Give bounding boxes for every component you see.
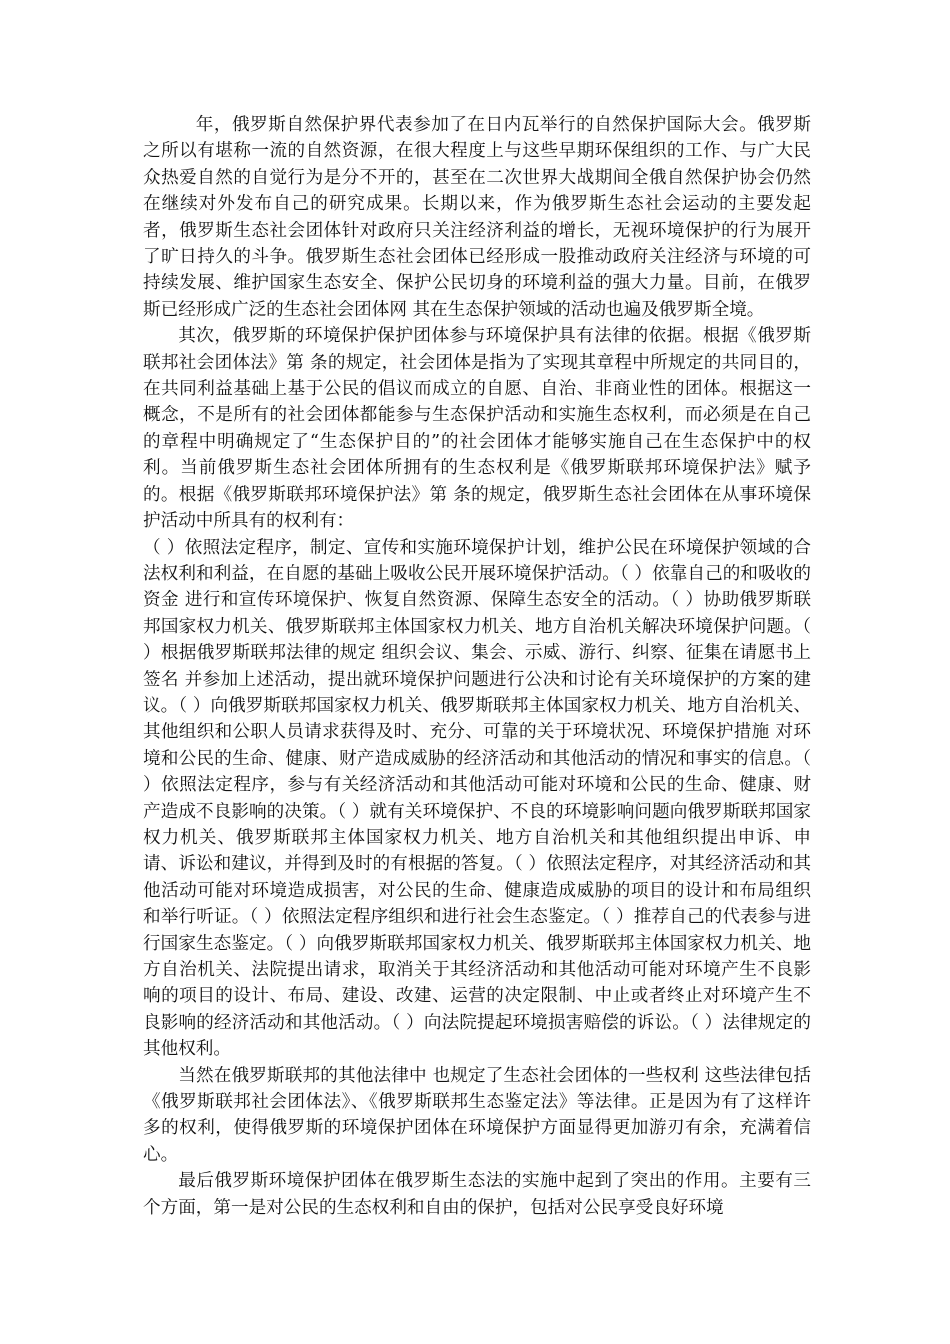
paragraph-role: 最后俄罗斯环境保护团体在俄罗斯生态法的实施中起到了突出的作用。主要有三个方面，第一是对公民的生态权利和自由的保护，包括对公民享受良好环境 [143, 1171, 811, 1218]
paragraph-other-laws: 当然在俄罗斯联邦的其他法律中 也规定了生态社会团体的一些权利 这些法律包括《俄罗斯联邦社会团体法》、《俄罗斯联邦生态鉴定法》等法律。正是因为有了这样许多的权利，使得俄罗斯的环境保护团体在环境保护方面显得更加游刃有余，充满着信心。 [143, 1065, 811, 1165]
paragraph-rights-list: （ ）依照法定程序，制定、宣传和实施环境保护计划，维护公民在环境保护领域的合法权利和利益，在自愿的基础上吸收公民开展环境保护活动。（ ）依靠自己的和吸收的资金 进行和宣传环境保护、恢复自然资源、保障生态安全的活动。（ ）协助俄罗斯联邦国家权力机关、俄罗斯联邦主体国家权力机关、地方自治机关解决环境保护问题。（ ）根据俄罗斯联邦法律的规定 组织会议、集会、示威、游行、纠察、征集在请愿书上签名 并参加上述活动，提出就环境保护问题进行公决和讨论有关环境保护的方案的建议。（ ）向俄罗斯联邦国家权力机关、俄罗斯联邦主体国家权力机关、地方自治机关、其他组织和公职人员请求获得及时、充分、可靠的关于环境状况、环境保护措施 对环境和公民的生命、健康、财产造成威胁的经济活动和其他活动的情况和事实的信息。（ ）依照法定程序，参与有关经济活动和其他活动可能对环境和公民的生命、健康、财产造成不良影响的决策。（ ）就有关环境保护、不良的环境影响问题向俄罗斯联邦国家权力机关、俄罗斯联邦主体国家权力机关、地方自治机关和其他组织提出申诉、申请、诉讼和建议，并得到及时的有根据的答复。（ ）依照法定程序，对其经济活动和其他活动可能对环境造成损害，对公民的生命、健康造成威胁的项目的设计和布局组织和举行听证。（ ）依照法定程序组织和进行社会生态鉴定。（ ）推荐自己的代表参与进行国家生态鉴定。（ ）向俄罗斯联邦国家权力机关、俄罗斯联邦主体国家权力机关、地方自治机关、法院提出请求，取消关于其经济活动和其他活动可能对环境产生不良影响的项目的设计、布局、建设、改建、运营的决定限制、中止或者终止对环境产生不良影响的经济活动和其他活动。（ ）向法院提起环境损害赔偿的诉讼。（ ）法律规定的其他权利。 [143, 537, 811, 1060]
paragraph-legal-basis: 其次，俄罗斯的环境保护保护团体参与环境保护具有法律的依据。根据《俄罗斯联邦社会团体法》第 条的规定，社会团体是指为了实现其章程中所规定的共同目的，在共同利益基础上基于公民的倡议而成立的自愿、自治、非商业性的团体。根据这一概念，不是所有的社会团体都能参与生态保护活动和实施生态权利，而必须是在自己的章程中明确规定了“生态保护目的”的社会团体才能够实施自己在生态保护中的权利。当前俄罗斯生态社会团体所拥有的生态权利是《俄罗斯联邦环境保护法》赋予的。根据《俄罗斯联邦环境保护法》第 条的规定，俄罗斯生态社会团体在从事环境保护活动中所具有的权利有： [143, 326, 811, 532]
document-body [143, 112, 811, 1221]
paragraph-history: 年，俄罗斯自然保护界代表参加了在日内瓦举行的自然保护国际大会。俄罗斯之所以有堪称一流的自然资源，在很大程度上与这些早期环保组织的工作、与广大民众热爱自然的自觉行为是分不开的，甚至在二次世界大战期间全俄自然保护协会仍然在继续对外发布自己的研究成果。长期以来，作为俄罗斯生态社会运动的主要发起者，俄罗斯生态社会团体针对政府只关注经济利益的增长，无视环境保护的行为展开了旷日持久的斗争。俄罗斯生态社会团体已经形成一股推动政府关注经济与环境的可持续发展、维护国家生态安全、保护公民切身的环境利益的强大力量。目前，在俄罗斯已经形成广泛的生态社会团体网 其在生态保护领域的活动也遍及俄罗斯全境。 [143, 115, 811, 320]
